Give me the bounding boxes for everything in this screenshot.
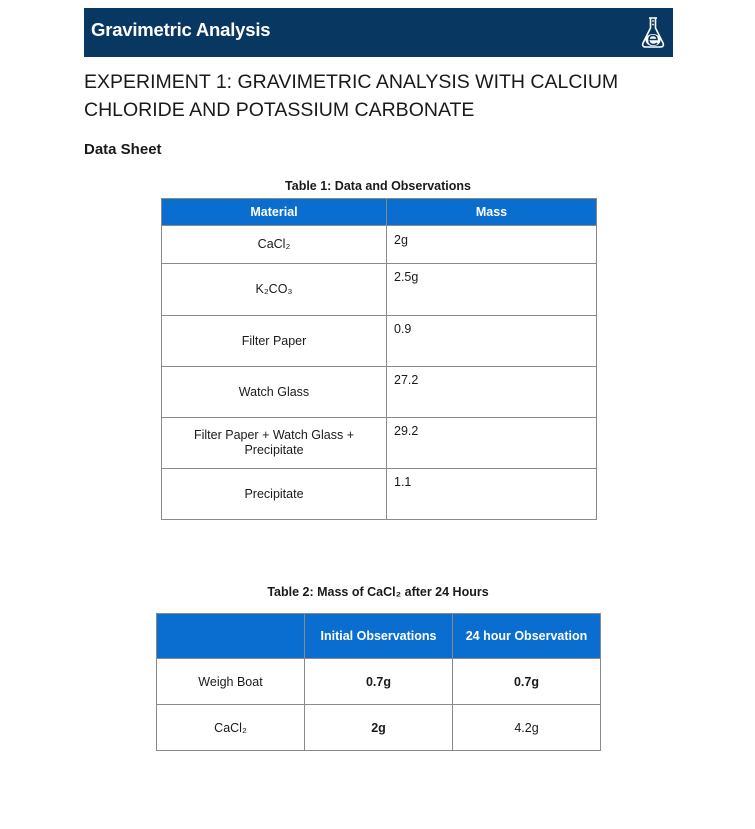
table-row bbox=[162, 316, 597, 367]
table-row bbox=[157, 659, 601, 705]
table-header-row bbox=[162, 199, 597, 226]
mass-cell: 2.5g bbox=[387, 264, 597, 316]
mass-cell: 1.1 bbox=[387, 469, 597, 520]
mass-cell: 27.2 bbox=[387, 367, 597, 418]
table-row bbox=[162, 226, 597, 264]
column-header-mass: Mass bbox=[387, 199, 597, 226]
after24-cell: 4.2g bbox=[453, 705, 601, 751]
table1-caption: Table 1: Data and Observations bbox=[285, 179, 471, 193]
after24-cell: 0.7g bbox=[453, 659, 601, 705]
table-row bbox=[157, 705, 601, 751]
mass-cell: 2g bbox=[387, 226, 597, 264]
section-title: Data Sheet bbox=[84, 141, 162, 158]
experiment-title: EXPERIMENT 1: GRAVIMETRIC ANALYSIS WITH CALCIUM CHLORIDE AND POTASSIUM CARBONATE bbox=[84, 71, 619, 121]
material-cell: Filter Paper bbox=[162, 316, 387, 367]
data-observations-table bbox=[161, 198, 597, 520]
initial-cell: 0.7g bbox=[305, 659, 453, 705]
flask-logo-icon bbox=[640, 16, 666, 50]
header-banner bbox=[84, 8, 673, 57]
material-cell: CaCl₂ bbox=[162, 226, 387, 264]
table-row bbox=[162, 469, 597, 520]
table-row bbox=[162, 367, 597, 418]
row-label-cell: Weigh Boat bbox=[157, 659, 305, 705]
material-cell: K₂CO₃ bbox=[162, 264, 387, 316]
table2-caption: Table 2: Mass of CaCl₂ after 24 Hours bbox=[267, 585, 489, 599]
header-title: Gravimetric Analysis bbox=[91, 19, 271, 40]
material-cell: Precipitate bbox=[162, 469, 387, 520]
table-row bbox=[162, 264, 597, 316]
column-header-material: Material bbox=[162, 199, 387, 226]
mass-after-24h-table bbox=[156, 613, 601, 751]
mass-cell: 0.9 bbox=[387, 316, 597, 367]
column-header-initial: Initial Observations bbox=[305, 614, 453, 659]
table-row bbox=[162, 418, 597, 469]
material-cell: Watch Glass bbox=[162, 367, 387, 418]
column-header-blank bbox=[157, 614, 305, 659]
initial-cell: 2g bbox=[305, 705, 453, 751]
row-label-cell: CaCl₂ bbox=[157, 705, 305, 751]
column-header-24h: 24 hour Observation bbox=[453, 614, 601, 659]
mass-cell: 29.2 bbox=[387, 418, 597, 469]
material-cell: Filter Paper + Watch Glass + Precipitate bbox=[162, 418, 387, 469]
table-header-row bbox=[157, 614, 601, 659]
